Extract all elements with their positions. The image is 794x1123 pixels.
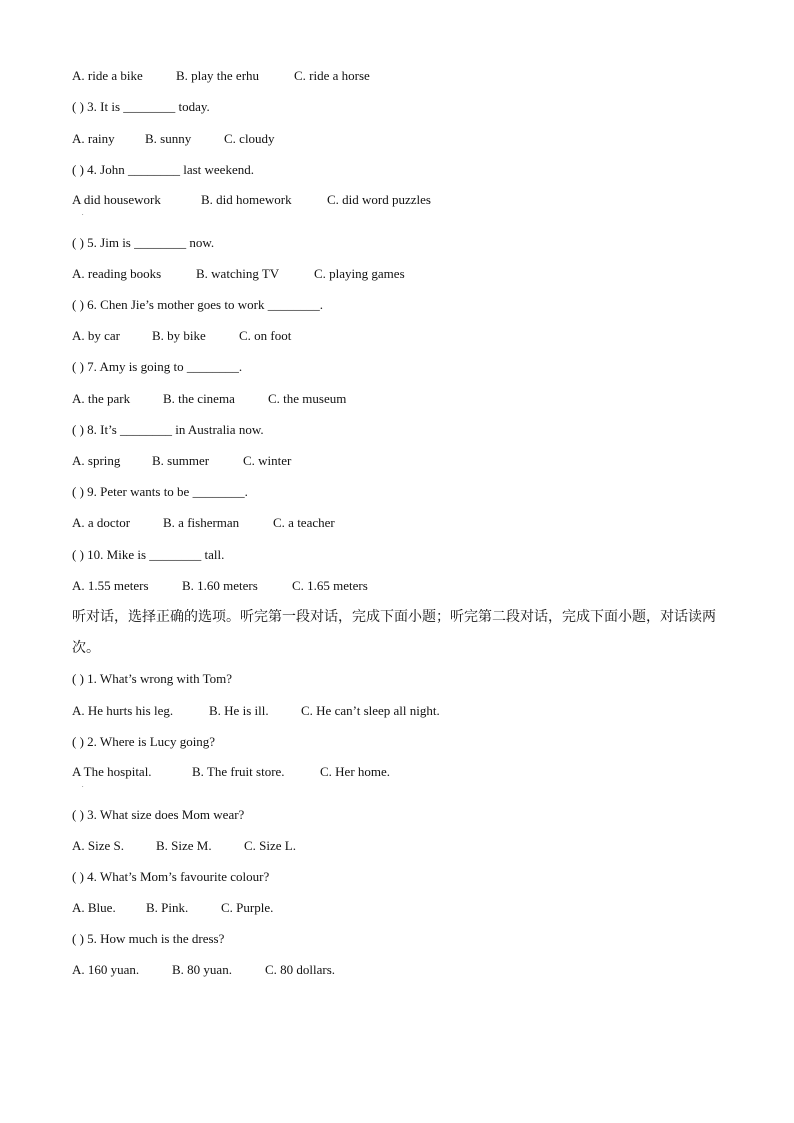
option-a: A did housework: [72, 192, 161, 207]
option-b: B. by bike: [152, 328, 206, 343]
question-stem-q10: ( ) 10. Mike is ________ tall.: [72, 547, 225, 562]
options-row-q5: [72, 266, 405, 282]
question-stem-q4: ( ) 4. John ________ last weekend.: [72, 162, 254, 177]
option-b: B. Pink.: [146, 900, 189, 915]
option-a: A. spring: [72, 453, 121, 468]
option-c: C. on foot: [239, 328, 292, 343]
option-a: A. 1.55 meters: [72, 578, 149, 593]
option-b: B. did homework: [201, 192, 292, 207]
option-a: A The hospital.: [72, 764, 152, 779]
option-c: C. 80 dollars.: [265, 962, 336, 977]
option-c: C. 1.65 meters: [292, 578, 368, 593]
options-row-q7: [72, 391, 346, 407]
question-stem-q9: ( ) 9. Peter wants to be ________.: [72, 484, 248, 499]
question-stem-p2-q4: ( ) 4. What’s Mom’s favourite colour?: [72, 869, 270, 884]
option-c: C. playing games: [314, 266, 405, 281]
option-b: B. summer: [152, 453, 210, 468]
options-row-p2-q5: [72, 962, 335, 978]
options-row-q10: [72, 578, 368, 594]
option-a: A. Blue.: [72, 900, 116, 915]
option-a: A. the park: [72, 391, 131, 406]
option-b: B. Size M.: [156, 838, 212, 853]
option-c: C. He can’t sleep all night.: [301, 703, 440, 718]
option-c: C. winter: [243, 453, 292, 468]
question-stem-p2-q1: ( ) 1. What’s wrong with Tom?: [72, 671, 233, 686]
option-b: B. a fisherman: [163, 515, 240, 530]
option-b: B. 80 yuan.: [172, 962, 232, 977]
option-c: C. Her home.: [320, 764, 391, 779]
option-a: A. rainy: [72, 131, 115, 146]
option-a: A. reading books: [72, 266, 162, 281]
question-stem-q7: ( ) 7. Amy is going to ________.: [72, 359, 243, 374]
options-row-p2-q3: [72, 838, 296, 854]
option-b: B. play the erhu: [176, 68, 260, 83]
option-a: A. Size S.: [72, 838, 124, 853]
option-b: B. watching TV: [196, 266, 280, 281]
option-b: B. 1.60 meters: [182, 578, 258, 593]
options-row-q2: [72, 68, 370, 84]
question-stem-q6: ( ) 6. Chen Jie’s mother goes to work ________.: [72, 297, 323, 312]
question-stem-p2-q5: ( ) 5. How much is the dress?: [72, 931, 225, 946]
option-a: A. ride a bike: [72, 68, 143, 83]
options-row-p2-q1: [72, 703, 440, 719]
options-row-q4: [72, 192, 431, 208]
option-c: C. Size L.: [244, 838, 296, 853]
options-row-p2-q4: [72, 900, 273, 916]
option-a: A. a doctor: [72, 515, 131, 530]
options-row-q3: [72, 131, 275, 147]
option-c: C. Purple.: [221, 900, 274, 915]
option-b: B. the cinema: [163, 391, 235, 406]
question-stem-q8: ( ) 8. It’s ________ in Australia now.: [72, 422, 264, 437]
question-stem-p2-q2: ( ) 2. Where is Lucy going?: [72, 734, 216, 749]
option-b: B. The fruit store.: [192, 764, 285, 779]
options-row-q6: [72, 328, 291, 344]
option-a: A. He hurts his leg.: [72, 703, 174, 718]
option-c: C. did word puzzles: [327, 192, 431, 207]
question-stem-p2-q3: ( ) 3. What size does Mom wear?: [72, 807, 245, 822]
dot-mark: .: [82, 783, 84, 789]
question-stem-q3: ( ) 3. It is ________ today.: [72, 99, 210, 114]
options-row-p2-q2: [72, 764, 390, 780]
dot-mark: .: [82, 211, 84, 217]
option-b: B. He is ill.: [209, 703, 269, 718]
option-a: A. 160 yuan.: [72, 962, 140, 977]
option-a: A. by car: [72, 328, 121, 343]
section-instruction: 听对话，选择正确的选项。听完第一段对话，完成下面小题；听完第二段对话，完成下面小题，对话读两次。: [72, 609, 716, 656]
option-c: C. ride a horse: [294, 68, 370, 83]
options-row-q8: [72, 453, 291, 469]
option-b: B. sunny: [145, 131, 192, 146]
option-c: C. a teacher: [273, 515, 335, 530]
options-row-q9: [72, 515, 335, 531]
option-c: C. cloudy: [224, 131, 275, 146]
question-stem-q5: ( ) 5. Jim is ________ now.: [72, 235, 215, 250]
option-c: C. the museum: [268, 391, 347, 406]
